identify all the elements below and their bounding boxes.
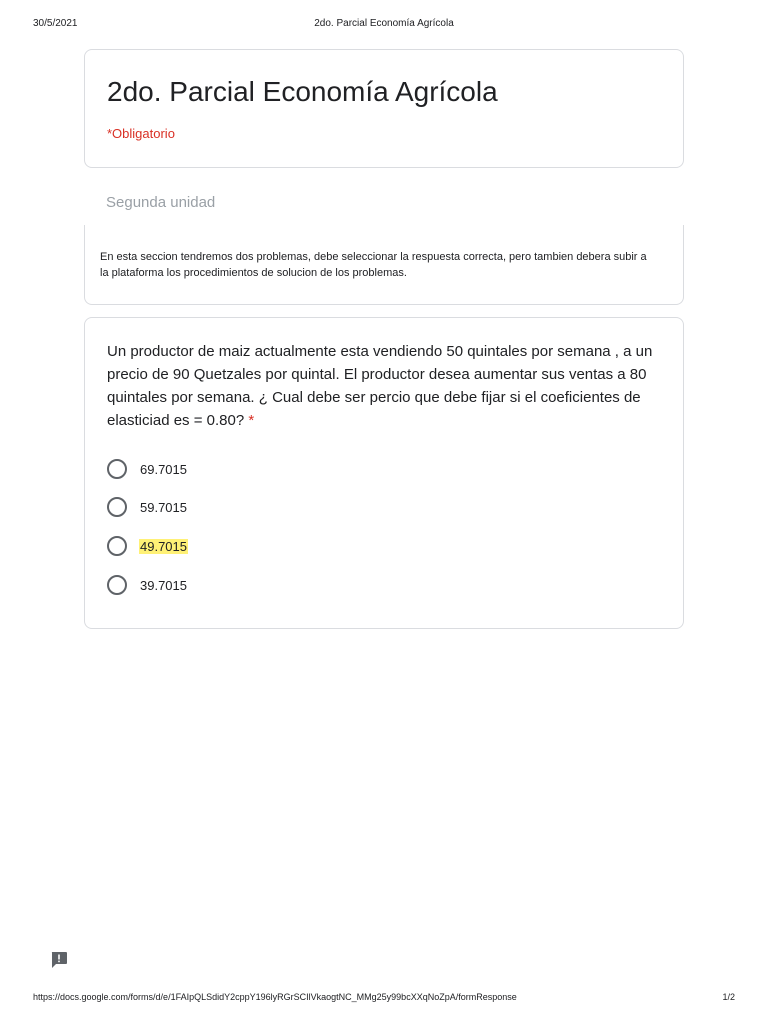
- option-label: 69.7015: [140, 461, 187, 477]
- required-asterisk: *: [248, 412, 255, 429]
- radio-button[interactable]: [107, 497, 127, 517]
- print-footer: [33, 992, 735, 1006]
- option-label: 59.7015: [140, 499, 187, 515]
- option-2[interactable]: [107, 496, 188, 518]
- page-number: 1/2: [722, 992, 735, 1002]
- print-header: [33, 18, 735, 32]
- option-label: 39.7015: [140, 577, 187, 593]
- option-label-highlighted: 49.7015: [140, 538, 187, 554]
- option-4[interactable]: [107, 574, 188, 596]
- page-url: https://docs.google.com/forms/d/e/1FAIpQLSdidY2cppY196lyRGrSCIlVkaogtNC_MMg25y99bcXXqNoZpA/formResponse: [33, 992, 517, 1002]
- print-date: 30/5/2021: [33, 18, 78, 29]
- section-title: Segunda unidad: [106, 194, 216, 211]
- radio-button[interactable]: [107, 536, 127, 556]
- section-description: En esta seccion tendremos dos problemas, debe seleccionar la respuesta correcta, pero tambien debera subir a la plataforma los procedimientos de solucion de los problemas.: [100, 251, 647, 279]
- radio-button[interactable]: [107, 575, 127, 595]
- report-feedback-icon[interactable]: [49, 950, 69, 970]
- form-title-card: [84, 49, 684, 168]
- question-card: [84, 317, 684, 629]
- question-label: Un productor de maiz actualmente esta vendiendo 50 quintales por semana , a un precio de 90 Quetzales por quintal. El productor desea aumentar sus ventas a 80 quintales por semana. ¿ Cual debe ser percio que debe fijar si el coeficientes de elasticiad es = 0.80?: [107, 343, 653, 429]
- required-note: *Obligatorio: [107, 126, 175, 141]
- radio-button[interactable]: [107, 459, 127, 479]
- section-description-card: [84, 225, 684, 305]
- option-1[interactable]: [107, 458, 188, 480]
- option-3[interactable]: [107, 535, 188, 557]
- print-title: 2do. Parcial Economía Agrícola: [314, 18, 454, 29]
- form-title: 2do. Parcial Economía Agrícola: [107, 76, 498, 107]
- question-text: [107, 340, 661, 432]
